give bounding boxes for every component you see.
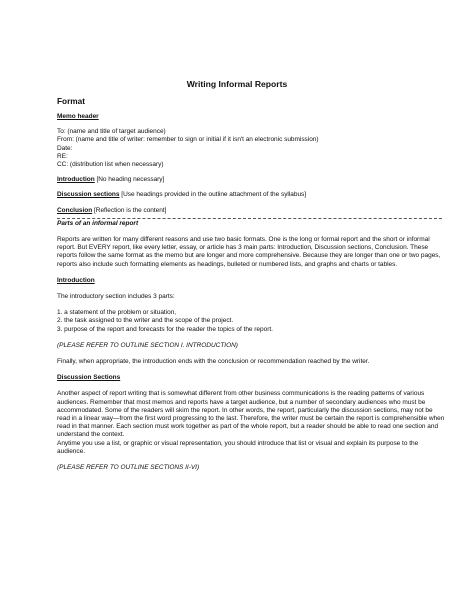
introduction-heading: Introduction xyxy=(57,276,95,284)
document-title: Writing Informal Reports xyxy=(186,79,288,89)
discussion-note: [Use headings provided in the outline attachment of the syllabus] xyxy=(121,191,307,199)
discussion-heading: Discussion Sections xyxy=(57,374,121,382)
memo-cc-line: CC: (distribution list when necessary) xyxy=(57,161,164,169)
discussion-paragraph: Another aspect of report writing that is somewhat different from other business communications is the reading patterns of various audiences. Remember that most memos and reports have a target audience, but a number of secondary audiences who must be accommodated. Some of the readers will skim the report. In other words, the report, particularly the discussion sections, may not be read in a linear way—from the first word progressing to the last. Therefore, the writer must be certain the report is comprehensible when read in that manner. Each section must work together as part of the whole report, but a reader should be able to read one section and understand the context. xyxy=(57,390,445,439)
conclusion-outline-line xyxy=(57,207,447,215)
introduction-note: [No heading necessary] xyxy=(96,176,165,184)
document-body xyxy=(57,96,447,472)
discussion-refer: (PLEASE REFER TO OUTLINE SECTIONS II-VI) xyxy=(57,464,200,472)
intro-paragraph: Reports are written for many different reasons and use two basic formats. One is the long or formal report and the short or informal report. But EVERY report, like every letter, essay, or article has 3 main parts: Introduction, Discussion sections, Conclusion. These reports follow the same format as the memo but are longer and more comprehensive. Because they are longer than one or two pages, reports also include such formatting elements as headings, bulleted or numbered lists, and graphs and charts or tables. xyxy=(57,236,441,268)
format-heading: Format xyxy=(57,96,85,106)
list-item: 3. purpose of the report and forecasts for the reader the topics of the report. xyxy=(57,325,273,333)
list-item: 2. the task assigned to the writer and the scope of the project. xyxy=(57,317,234,325)
introduction-outline-line xyxy=(57,176,447,184)
memo-to-line: To: (name and title of target audience) xyxy=(57,128,166,136)
memo-from-line: From: (name and title of writer: remember to sign or initial if it isn't an electronic submission) xyxy=(57,136,319,144)
conclusion-note: [Reflection is the content] xyxy=(94,206,167,214)
introduction-closing: Finally, when appropriate, the introduction ends with the conclusion or recommendation reached by the writer. xyxy=(57,358,370,366)
introduction-lead: The introductory section includes 3 parts: xyxy=(57,293,175,301)
introduction-label: Introduction xyxy=(57,176,95,184)
list-item: 1. a statement of the problem or situation, xyxy=(57,309,177,317)
discussion-outline-line xyxy=(57,191,447,199)
memo-re-line: RE: xyxy=(57,152,68,160)
conclusion-label: Conclusion xyxy=(57,206,93,214)
dashed-divider xyxy=(57,218,442,219)
introduction-refer: (PLEASE REFER TO OUTLINE SECTION I. INTRODUCTION) xyxy=(57,341,238,349)
memo-header-heading: Memo header xyxy=(57,113,99,120)
introduction-list xyxy=(57,309,447,334)
parts-title: Parts of an informal report xyxy=(57,219,139,227)
memo-header-lines xyxy=(57,128,447,169)
discussion-label: Discussion sections xyxy=(57,191,120,199)
discussion-paragraph-2: Anytime you use a list, or graphic or visual representation, you should introduce that list or visual and explain its purpose to the audience. xyxy=(57,439,419,455)
memo-date-line: Date: xyxy=(57,144,73,152)
